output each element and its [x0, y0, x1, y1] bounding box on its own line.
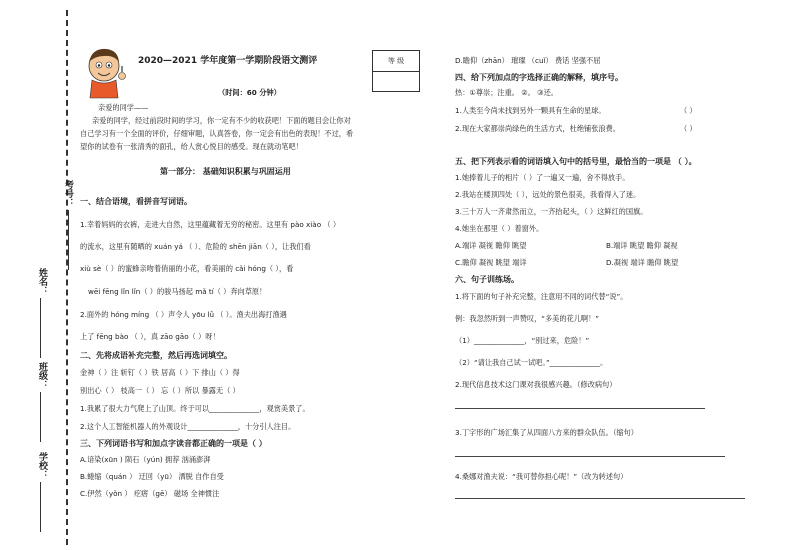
- s4-q2: 2.现在大家都崇尚绿色的生活方式，杜绝铺张浪费。: [455, 124, 620, 133]
- grade-label: 等 级: [373, 51, 419, 72]
- cartoon-boy-icon: [78, 44, 134, 100]
- intro-line-2: 自己学习有一个全面的评价，仔细审题，认真答卷，你一定会有出色的表现！不过，希: [80, 129, 354, 138]
- s6-q1: 1.将下面的句子补充完整，注意用不同的词代替“说”。: [455, 292, 628, 301]
- s4-q1-answer: （ ）: [680, 106, 697, 115]
- s1-q1-line-a: 1.幸着妈妈的衣裤，走进大自然，这里蕴藏着无穷的秘密。这里有 pào xiào （ ）: [80, 220, 341, 229]
- s4-q1: 1.人类至今尚未找到另外一颗具有生命的星球。: [455, 106, 606, 115]
- section1-heading: 一、结合语境，看拼音写词语。: [80, 197, 192, 206]
- s6-q2: 2.现代信息技术这门课对我很感兴趣。（修改病句）: [455, 380, 617, 389]
- section4-heading: 四、给下列加点的字选择正确的解释，填序号。: [455, 73, 623, 82]
- section2-heading: 二、先将成语补充完整，然后再选词填空。: [80, 351, 232, 360]
- s6-q3: 3.丁字形的广场汇集了从四面八方来的群众队伍。（缩句）: [455, 428, 638, 437]
- s4-options: 热：①尊崇；注重。 ②。 ③还。: [455, 88, 558, 97]
- s1-q1-line-c: xiù sè（ ）的蜜蜂亲吻着俏丽的小花，看美丽的 cǎi hóng（ ），看: [80, 264, 294, 273]
- s4-q2-answer: （ ）: [680, 124, 697, 133]
- s5-option-c: C.瞻仰 凝视 眺望 端详: [455, 258, 527, 267]
- binding-fold-line: [66, 10, 68, 545]
- class-label: 班级：: [37, 362, 47, 389]
- s5-q4: 4.她坐在那里（ ）着窗外。: [455, 224, 544, 233]
- grade-box: [372, 50, 420, 92]
- intro-line-3: 望你的试卷有一张清秀的面孔，给人赏心悦目的感受。现在就动笔吧！: [80, 142, 303, 151]
- section6-heading: 六、句子训练场。: [455, 275, 519, 284]
- s3-option-d: D.瞻仰（zhān） 璀璨 （cuǐ） 费话 坚强不屈: [455, 56, 601, 65]
- s1-q2-line-b: 上了 fēng bào （ ），真 zāo gāo（ ）呀！: [80, 332, 220, 341]
- s2-idiom-row-1: 金神（ ）注 斩钉（ ）铁 居高（ ）下 排山（ ）得: [80, 368, 240, 377]
- s5-option-b: B.端详 眺望 瞻仰 凝视: [606, 241, 678, 250]
- s6-q1-item-1: （1）______________，“别过来，危险！”: [455, 336, 590, 345]
- s3-option-c: C.伊然（yǒn ） 疙瘩（gē） 磁场 全神惯注: [80, 489, 220, 498]
- s5-q1: 1.她捧着儿子的相片（ ）了一遍又一遍，舍不得放手。: [455, 173, 630, 182]
- s2-idiom-row-2: 别出心（ ） 枝高一（ ） 忘（ ）所以 暴露无（ ）: [80, 386, 240, 395]
- name-label: 姓名：: [37, 268, 47, 295]
- exam-no-label: 考号：: [63, 180, 73, 207]
- s6-q2-answer-line[interactable]: [455, 408, 705, 409]
- section3-heading: 三、下列词语书写和加点字读音都正确的一项是（ ）: [80, 439, 267, 448]
- class-line: [40, 392, 41, 442]
- part1-heading: 第一部分： 基础知识积累与巩固运用: [160, 167, 291, 176]
- s6-q1-item-2: （2）“请让我自己试一试吧。”______________。: [455, 358, 608, 367]
- s6-example: 例：我忽然听到一声赞叹，“多美的花儿啊！”: [455, 314, 600, 323]
- school-line: [40, 482, 41, 532]
- exam-time: （时间：60 分钟）: [218, 88, 281, 97]
- s1-q2-line-a: 2.面外的 hóng míng （ ）声令人 yōu lǜ （ ）。渔夫出海打渔遇: [80, 310, 287, 319]
- school-label: 学校：: [37, 452, 47, 479]
- s6-q4: 4.桑娜对渔夫说：“我可替你担心呢！”（改为转述句）: [455, 472, 628, 481]
- s1-q1-line-d: wēi fēng lǐn lǐn（ ）的骏马扬起 mǎ tí（ ）奔向草原！: [88, 287, 267, 296]
- s3-option-a: A.谙染(xūn ) 陨石（yún) 拥荐 汹涌澎湃: [80, 455, 211, 464]
- s3-option-b: B.蜷缩（quán ） 迂回（yū） 洒脱 自作自受: [80, 472, 224, 481]
- name-line: [40, 298, 41, 358]
- s2-q1: 1.我累了很大力气爬上了山顶。终于可以______________，观赏美景了。: [80, 404, 310, 413]
- s6-q4-answer-line[interactable]: [455, 498, 745, 499]
- exam-title: 2020—2021 学年度第一学期阶段语文测评: [138, 56, 318, 66]
- exam-no-line: [68, 210, 69, 270]
- s6-q3-answer-line[interactable]: [455, 456, 725, 457]
- s2-q2: 2.这个人工智能机器人的外观设计______________，十分引人注目。: [80, 422, 296, 431]
- s1-q1-line-b: 的流水，这里有随晒的 xuán yá （ ）、危险的 shēn jiān（ ），让我们看: [80, 242, 311, 251]
- s5-option-a: A.端详 凝视 瞻仰 眺望: [455, 241, 527, 250]
- intro-line-1: 亲爱的同学，经过前段时间的学习，你一定有不少的收获吧！下面的题目会让你对: [92, 116, 351, 125]
- s5-q3: 3.三十万人一齐肃然而立，一齐抬起头，（ ）这鲜红的国旗。: [455, 207, 648, 216]
- section5-heading: 五、把下列表示看的词语填入句中的括号里，最恰当的一项是 （ ）。: [455, 157, 697, 166]
- s5-option-d: D.凝视 端详 瞻仰 眺望: [606, 258, 679, 267]
- s5-q2: 2.我站在楼顶四处（ ），远处的景色很美，我看得入了迷。: [455, 190, 641, 199]
- intro-greeting: 亲爱的同学——: [98, 103, 149, 112]
